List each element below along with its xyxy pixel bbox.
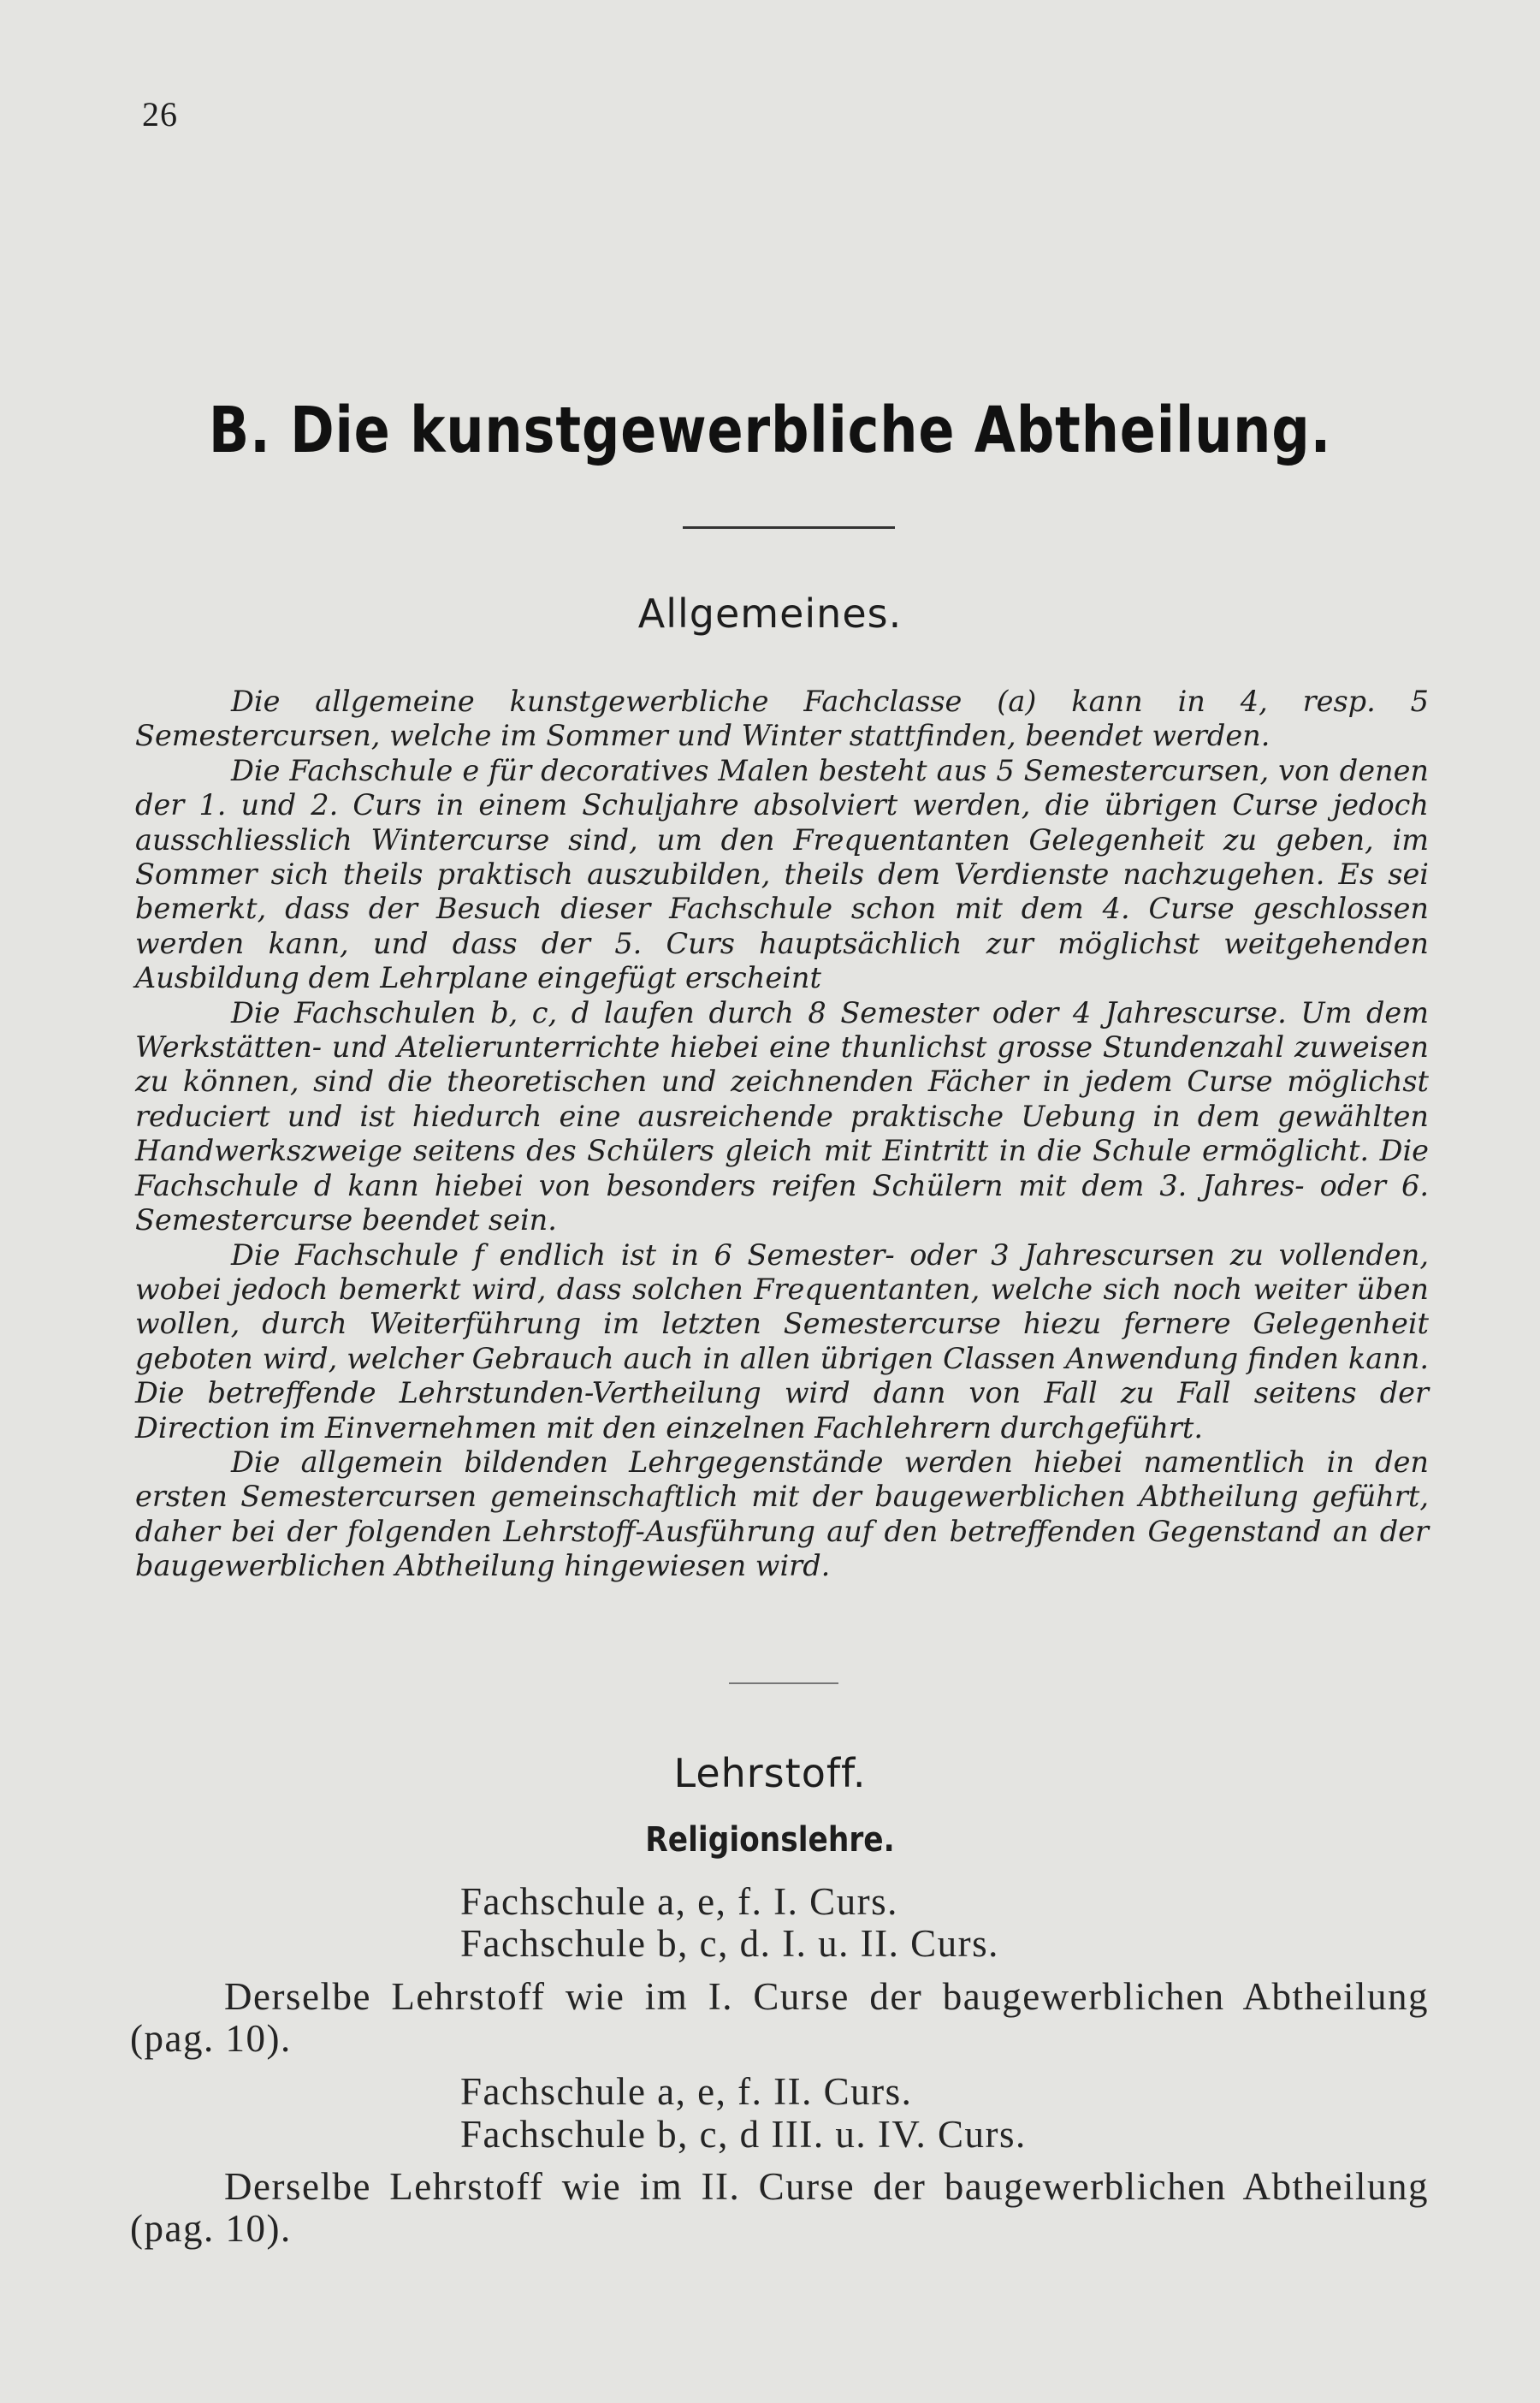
course-description: Derselbe Lehrstoff wie im I. Curse der baugewerblichen Abtheilung (pag. 10). <box>130 1975 1429 2060</box>
course-line: Fachschule b, c, d III. u. IV. Curs. <box>460 2113 1027 2156</box>
section-heading-lehrstoff: Lehrstoff. <box>673 1750 867 1796</box>
subsection-heading-religionslehre: Religionslehre. <box>645 1820 895 1860</box>
section-heading-allgemeines: Allgemeines. <box>637 590 903 637</box>
paragraph: Die Fachschulen b, c, d laufen durch 8 Semester oder 4 Jahrescurse. Um dem Werkstätten- und Atelierunterrichte hiebei eine thunlichst grosse Stundenzahl zuweisen zu können, sind die theoretischen und zeichnenden Fächer in jedem Curse möglichst reduciert und ist hiedurch eine ausreichende praktische Uebung in dem gewählten Handwerkszweige seitens des Schülers gleich mit Eintritt in die Schule ermöglicht. Die Fachschule d kann hiebei von besonders reifen Schülern mit dem 3. Jahres- oder 6. Semestercurse beendet sein. <box>135 995 1429 1237</box>
paragraph: Die Fachschule f endlich ist in 6 Semester- oder 3 Jahrescursen zu vollenden, wobei jedoch bemerkt wird, dass solchen Frequentanten, welche sich noch weiter üben wollen, durch Weiterführung im letzten Semestercurse hiezu fernere Gelegenheit geboten wird, welcher Gebrauch auch in allen übrigen Classen Anwendung finden kann. Die betreffende Lehrstunden-Vertheilung wird dann von Fall zu Fall seitens der Direction im Einvernehmen mit den einzelnen Fachlehrern durchgeführt. <box>135 1237 1429 1445</box>
page-title: B. Die kunstgewerbliche Abtheilung. <box>208 394 1332 467</box>
paragraph: Die allgemeine kunstgewerbliche Fachclasse (a) kann in 4, resp. 5 Semestercursen, welche im Sommer und Winter stattfinden, beendet werden. <box>135 685 1429 753</box>
paragraph: Die allgemein bildenden Lehrgegenstände werden hiebei namentlich in den ersten Semestercursen gemeinschaftlich mit der baugewerblichen Abtheilung geführt, daher bei der folgenden Lehrstoff-Ausführung auf den betreffenden Gegenstand an der baugewerblichen Abtheilung hingewiesen wird. <box>135 1445 1429 1583</box>
page-number: 26 <box>142 95 178 134</box>
general-text-block <box>135 685 1429 1584</box>
paragraph: Die Fachschule e für decoratives Malen besteht aus 5 Semestercursen, von denen der 1. und 2. Curs in einem Schuljahre absolviert werden, die übrigen Curse jedoch ausschliesslich Wintercurse sind, um den Frequentanten Gelegenheit zu geben, im Sommer sich theils praktisch auszubilden, theils dem Verdienste nachzugehen. Es sei bemerkt, dass der Besuch dieser Fachschule schon mit dem 4. Curse geschlossen werden kann, und dass der 5. Curs hauptsächlich zur möglichst weitgehenden Ausbildung dem Lehrplane eingefügt erscheint <box>135 753 1429 995</box>
title-divider <box>683 526 895 529</box>
course-line: Fachschule a, e, f. I. Curs. <box>460 1880 898 1923</box>
course-line: Fachschule a, e, f. II. Curs. <box>460 2070 913 2113</box>
course-description: Derselbe Lehrstoff wie im II. Curse der baugewerblichen Abtheilung (pag. 10). <box>130 2165 1429 2250</box>
course-line: Fachschule b, c, d. I. u. II. Curs. <box>460 1922 999 1965</box>
section-divider <box>729 1682 838 1684</box>
